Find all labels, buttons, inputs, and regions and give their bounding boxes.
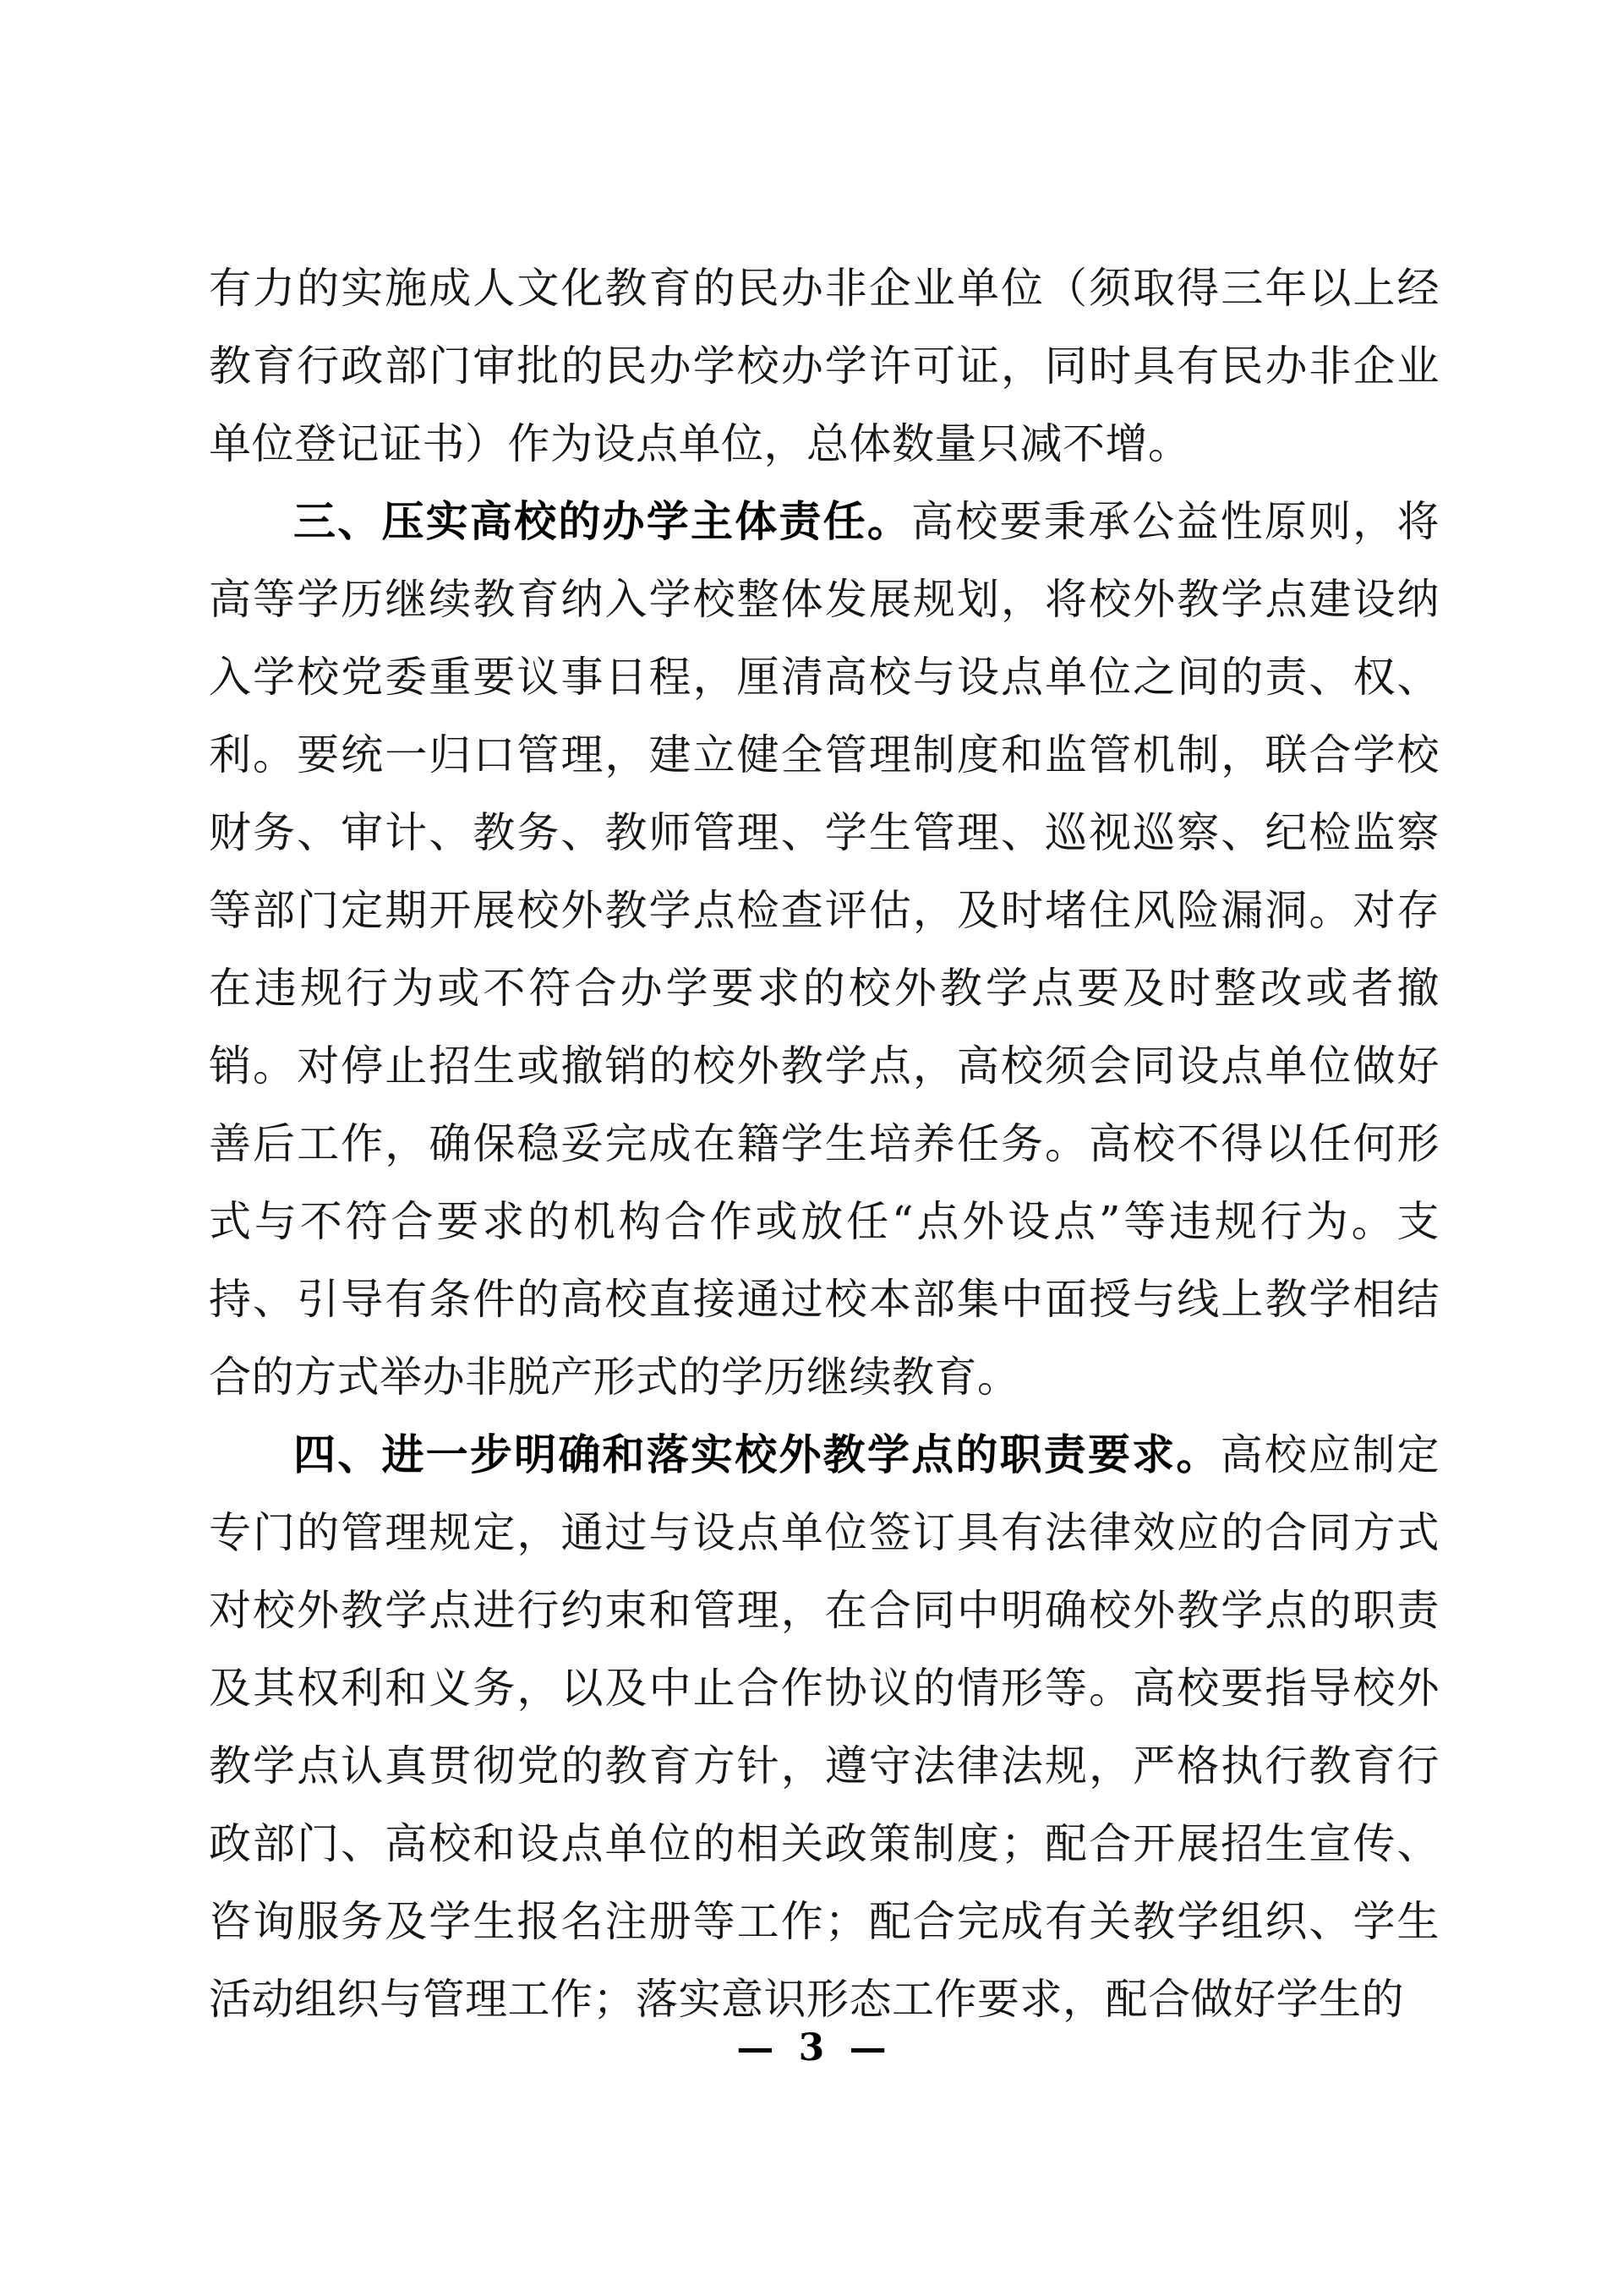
paragraph bbox=[209, 483, 1440, 1416]
paragraph bbox=[209, 1416, 1440, 2038]
page-number: — 3 — bbox=[736, 2026, 887, 2069]
paragraph-heading: 四、进一步明确和落实校外教学点的职责要求。 bbox=[293, 1431, 1221, 1479]
paragraph bbox=[209, 249, 1440, 483]
paragraph-text: 高校应制定专门的管理规定，通过与设点单位签订具有法律效应的合同方式对校外教学点进行约束和管理，在合同中明确校外教学点的职责及其权利和义务，以及中止合作协议的情形等。高校要指导校外教学点认真贯彻党的教育方针，遵守法律法规，严格执行教育行政部门、高校和设点单位的相关政策制度；配合开展招生宣传、咨询服务及学生报名注册等工作；配合完成有关教学组织、学生活动组织与管理工作；落实意识形态工作要求，配合做好学生的 bbox=[209, 1430, 1440, 2024]
paragraph-text: 有力的实施成人文化教育的民办非企业单位（须取得三年以上经教育行政部门审批的民办学校办学许可证，同时具有民办非企业单位登记证书）作为设点单位，总体数量只减不增。 bbox=[209, 264, 1440, 468]
document-body bbox=[209, 249, 1440, 2038]
paragraph-text: 高校要秉承公益性原则，将高等学历继续教育纳入学校整体发展规划，将校外教学点建设纳入学校党委重要议事日程，厘清高校与设点单位之间的责、权、利。要统一归口管理，建立健全管理制度和监管机制，联合学校财务、审计、教务、教师管理、学生管理、巡视巡察、纪检监察等部门定期开展校外教学点检查评估，及时堵住风险漏洞。对存在违规行为或不符合办学要求的校外教学点要及时整改或者撤销。对停止招生或撤销的校外教学点，高校须会同设点单位做好善后工作，确保稳妥完成在籍学生培养任务。高校不得以任何形式与不符合要求的机构合作或放任“点外设点”等违规行为。支持、引导有条件的高校直接通过校本部集中面授与线上教学相结合的方式举办非脱产形式的学历继续教育。 bbox=[209, 497, 1440, 1402]
paragraph-heading: 三、压实高校的办学主体责任。 bbox=[293, 498, 912, 545]
